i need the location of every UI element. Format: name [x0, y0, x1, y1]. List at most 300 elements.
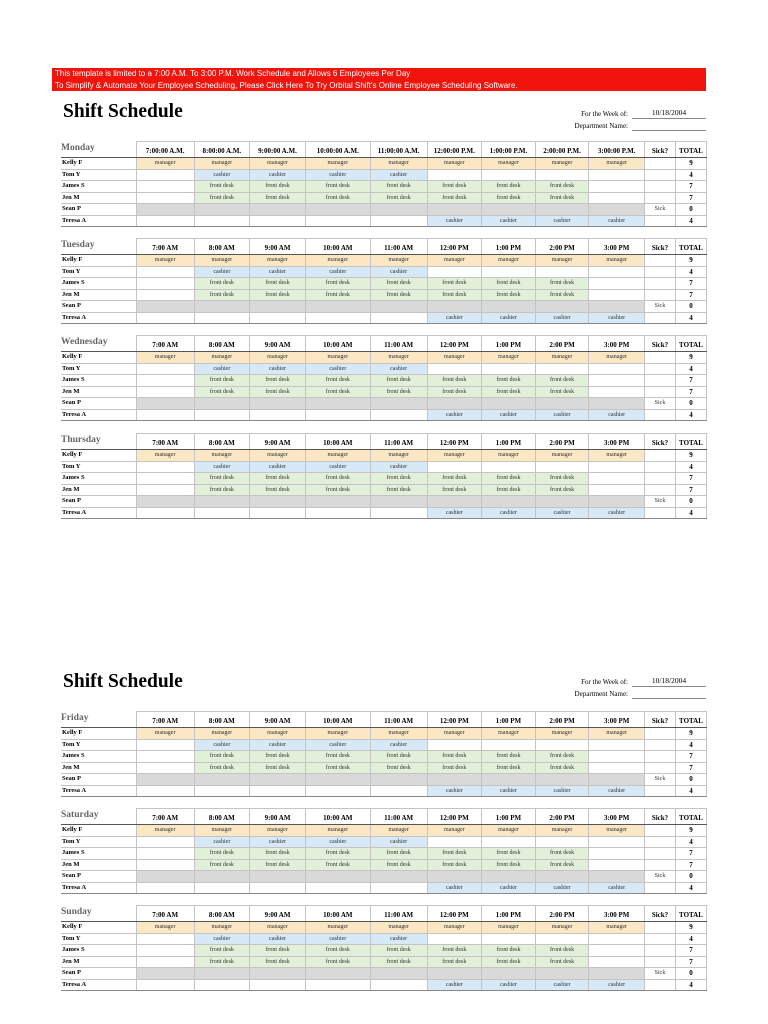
shift-cell-manager[interactable]: manager [370, 450, 427, 462]
shift-cell-manager[interactable]: manager [482, 922, 536, 934]
shift-cell-off[interactable] [250, 204, 306, 216]
shift-cell-front-desk[interactable]: front desk [482, 762, 536, 774]
shift-cell-off[interactable] [589, 496, 645, 508]
sick-cell[interactable]: Sick [645, 496, 676, 508]
shift-cell-front-desk[interactable]: front desk [305, 386, 370, 398]
shift-cell-front-desk[interactable]: front desk [482, 289, 536, 301]
shift-cell-empty[interactable] [589, 386, 645, 398]
shift-cell-front-desk[interactable]: front desk [427, 473, 482, 485]
shift-cell-cashier[interactable]: cashier [427, 507, 482, 519]
shift-cell-manager[interactable]: manager [589, 825, 645, 837]
shift-cell-empty[interactable] [535, 461, 589, 473]
shift-cell-empty[interactable] [370, 785, 427, 797]
shift-cell-empty[interactable] [370, 409, 427, 421]
shift-cell-off[interactable] [370, 871, 427, 883]
shift-cell-manager[interactable]: manager [136, 728, 194, 740]
shift-cell-manager[interactable]: manager [535, 728, 589, 740]
sick-cell[interactable]: Sick [645, 774, 676, 786]
shift-cell-off[interactable] [370, 204, 427, 216]
shift-cell-manager[interactable]: manager [136, 255, 194, 267]
shift-cell-empty[interactable] [589, 266, 645, 278]
shift-cell-empty[interactable] [136, 956, 194, 968]
shift-cell-empty[interactable] [589, 192, 645, 204]
shift-cell-empty[interactable] [482, 363, 536, 375]
shift-cell-front-desk[interactable]: front desk [305, 956, 370, 968]
shift-cell-front-desk[interactable]: front desk [482, 751, 536, 763]
shift-cell-off[interactable] [482, 774, 536, 786]
shift-cell-front-desk[interactable]: front desk [427, 181, 482, 193]
shift-cell-off[interactable] [427, 968, 482, 980]
shift-cell-empty[interactable] [535, 739, 589, 751]
shift-cell-front-desk[interactable]: front desk [194, 386, 250, 398]
shift-cell-off[interactable] [194, 774, 250, 786]
shift-cell-manager[interactable]: manager [305, 158, 370, 170]
shift-cell-front-desk[interactable]: front desk [194, 192, 250, 204]
shift-cell-cashier[interactable]: cashier [250, 169, 306, 181]
shift-cell-off[interactable] [427, 398, 482, 410]
shift-cell-front-desk[interactable]: front desk [535, 751, 589, 763]
sick-cell[interactable] [645, 762, 676, 774]
shift-cell-manager[interactable]: manager [535, 255, 589, 267]
shift-cell-front-desk[interactable]: front desk [250, 956, 306, 968]
shift-cell-empty[interactable] [136, 169, 194, 181]
shift-cell-empty[interactable] [136, 484, 194, 496]
shift-cell-front-desk[interactable]: front desk [194, 848, 250, 860]
shift-cell-manager[interactable]: manager [136, 922, 194, 934]
shift-cell-front-desk[interactable]: front desk [535, 762, 589, 774]
shift-cell-off[interactable] [305, 774, 370, 786]
shift-cell-cashier[interactable]: cashier [305, 363, 370, 375]
shift-cell-off[interactable] [250, 871, 306, 883]
shift-cell-front-desk[interactable]: front desk [370, 484, 427, 496]
sick-cell[interactable] [645, 933, 676, 945]
shift-cell-off[interactable] [589, 301, 645, 313]
shift-cell-front-desk[interactable]: front desk [535, 473, 589, 485]
shift-cell-off[interactable] [136, 301, 194, 313]
shift-cell-manager[interactable]: manager [305, 825, 370, 837]
shift-cell-front-desk[interactable]: front desk [370, 751, 427, 763]
sick-cell[interactable] [645, 289, 676, 301]
shift-cell-cashier[interactable]: cashier [250, 836, 306, 848]
shift-cell-front-desk[interactable]: front desk [370, 473, 427, 485]
shift-cell-front-desk[interactable]: front desk [535, 956, 589, 968]
shift-cell-cashier[interactable]: cashier [482, 215, 536, 227]
shift-cell-empty[interactable] [589, 762, 645, 774]
shift-cell-front-desk[interactable]: front desk [370, 192, 427, 204]
shift-cell-cashier[interactable]: cashier [370, 363, 427, 375]
shift-cell-off[interactable] [482, 968, 536, 980]
shift-cell-front-desk[interactable]: front desk [535, 859, 589, 871]
shift-cell-empty[interactable] [589, 363, 645, 375]
shift-cell-cashier[interactable]: cashier [194, 461, 250, 473]
shift-cell-off[interactable] [305, 496, 370, 508]
shift-cell-manager[interactable]: manager [194, 352, 250, 364]
shift-cell-manager[interactable]: manager [370, 352, 427, 364]
shift-cell-manager[interactable]: manager [250, 825, 306, 837]
shift-cell-empty[interactable] [427, 169, 482, 181]
department-field[interactable] [632, 119, 706, 131]
shift-cell-off[interactable] [305, 204, 370, 216]
sick-cell[interactable] [645, 255, 676, 267]
shift-cell-front-desk[interactable]: front desk [482, 192, 536, 204]
shift-cell-front-desk[interactable]: front desk [250, 386, 306, 398]
sick-cell[interactable] [645, 836, 676, 848]
shift-cell-empty[interactable] [427, 266, 482, 278]
shift-cell-manager[interactable]: manager [250, 450, 306, 462]
sick-cell[interactable] [645, 848, 676, 860]
shift-cell-off[interactable] [535, 968, 589, 980]
shift-cell-front-desk[interactable]: front desk [194, 473, 250, 485]
shift-cell-empty[interactable] [136, 192, 194, 204]
shift-cell-manager[interactable]: manager [136, 825, 194, 837]
shift-cell-manager[interactable]: manager [250, 255, 306, 267]
sick-cell[interactable] [645, 450, 676, 462]
shift-cell-empty[interactable] [589, 169, 645, 181]
shift-cell-off[interactable] [136, 398, 194, 410]
sick-cell[interactable] [645, 751, 676, 763]
shift-cell-manager[interactable]: manager [482, 255, 536, 267]
shift-cell-front-desk[interactable]: front desk [370, 956, 427, 968]
shift-cell-empty[interactable] [370, 979, 427, 991]
shift-cell-manager[interactable]: manager [589, 450, 645, 462]
shift-cell-cashier[interactable]: cashier [427, 979, 482, 991]
shift-cell-front-desk[interactable]: front desk [482, 859, 536, 871]
sick-cell[interactable] [645, 979, 676, 991]
shift-cell-manager[interactable]: manager [305, 450, 370, 462]
shift-cell-front-desk[interactable]: front desk [535, 181, 589, 193]
shift-cell-manager[interactable]: manager [535, 450, 589, 462]
shift-cell-manager[interactable]: manager [482, 728, 536, 740]
shift-cell-empty[interactable] [427, 836, 482, 848]
shift-cell-off[interactable] [589, 204, 645, 216]
shift-cell-empty[interactable] [136, 473, 194, 485]
shift-cell-front-desk[interactable]: front desk [482, 181, 536, 193]
shift-cell-empty[interactable] [589, 181, 645, 193]
shift-cell-empty[interactable] [136, 461, 194, 473]
shift-cell-off[interactable] [370, 496, 427, 508]
sick-cell[interactable] [645, 312, 676, 324]
shift-cell-manager[interactable]: manager [482, 352, 536, 364]
shift-cell-front-desk[interactable]: front desk [194, 859, 250, 871]
shift-cell-off[interactable] [535, 398, 589, 410]
shift-cell-manager[interactable]: manager [194, 825, 250, 837]
shift-cell-off[interactable] [370, 774, 427, 786]
sick-cell[interactable] [645, 266, 676, 278]
sick-cell[interactable] [645, 215, 676, 227]
shift-cell-off[interactable] [136, 871, 194, 883]
shift-cell-empty[interactable] [305, 979, 370, 991]
shift-cell-cashier[interactable]: cashier [482, 507, 536, 519]
shift-cell-empty[interactable] [370, 215, 427, 227]
shift-cell-off[interactable] [370, 398, 427, 410]
shift-cell-cashier[interactable]: cashier [305, 266, 370, 278]
shift-cell-front-desk[interactable]: front desk [194, 181, 250, 193]
sick-cell[interactable] [645, 825, 676, 837]
shift-cell-front-desk[interactable]: front desk [535, 375, 589, 387]
shift-cell-manager[interactable]: manager [482, 825, 536, 837]
shift-cell-front-desk[interactable]: front desk [482, 278, 536, 290]
shift-cell-empty[interactable] [305, 785, 370, 797]
shift-cell-front-desk[interactable]: front desk [250, 192, 306, 204]
promo-banner[interactable] [52, 68, 706, 91]
shift-cell-front-desk[interactable]: front desk [194, 751, 250, 763]
shift-cell-cashier[interactable]: cashier [427, 215, 482, 227]
shift-cell-manager[interactable]: manager [535, 825, 589, 837]
shift-cell-off[interactable] [194, 968, 250, 980]
shift-cell-front-desk[interactable]: front desk [250, 945, 306, 957]
sick-cell[interactable] [645, 728, 676, 740]
shift-cell-empty[interactable] [589, 278, 645, 290]
shift-cell-front-desk[interactable]: front desk [305, 181, 370, 193]
shift-cell-empty[interactable] [535, 363, 589, 375]
shift-cell-front-desk[interactable]: front desk [305, 473, 370, 485]
shift-cell-empty[interactable] [482, 739, 536, 751]
shift-cell-off[interactable] [589, 398, 645, 410]
sick-cell[interactable] [645, 739, 676, 751]
shift-cell-off[interactable] [589, 968, 645, 980]
shift-cell-empty[interactable] [194, 979, 250, 991]
shift-cell-front-desk[interactable]: front desk [427, 751, 482, 763]
shift-cell-front-desk[interactable]: front desk [427, 192, 482, 204]
shift-cell-front-desk[interactable]: front desk [194, 278, 250, 290]
sick-cell[interactable] [645, 859, 676, 871]
shift-cell-front-desk[interactable]: front desk [250, 473, 306, 485]
sick-cell[interactable] [645, 409, 676, 421]
sick-cell[interactable] [645, 882, 676, 894]
shift-cell-cashier[interactable]: cashier [427, 882, 482, 894]
shift-cell-manager[interactable]: manager [136, 352, 194, 364]
shift-cell-front-desk[interactable]: front desk [194, 289, 250, 301]
shift-cell-manager[interactable]: manager [370, 825, 427, 837]
shift-cell-front-desk[interactable]: front desk [535, 289, 589, 301]
shift-cell-empty[interactable] [427, 461, 482, 473]
shift-cell-empty[interactable] [482, 266, 536, 278]
shift-cell-front-desk[interactable]: front desk [482, 484, 536, 496]
shift-cell-cashier[interactable]: cashier [305, 169, 370, 181]
shift-cell-off[interactable] [535, 301, 589, 313]
shift-cell-off[interactable] [535, 774, 589, 786]
shift-cell-empty[interactable] [250, 312, 306, 324]
shift-cell-front-desk[interactable]: front desk [535, 484, 589, 496]
shift-cell-off[interactable] [427, 774, 482, 786]
shift-cell-cashier[interactable]: cashier [589, 312, 645, 324]
shift-cell-front-desk[interactable]: front desk [370, 848, 427, 860]
shift-cell-manager[interactable]: manager [194, 158, 250, 170]
shift-cell-empty[interactable] [136, 386, 194, 398]
shift-cell-front-desk[interactable]: front desk [305, 278, 370, 290]
shift-cell-empty[interactable] [136, 945, 194, 957]
shift-cell-cashier[interactable]: cashier [370, 933, 427, 945]
shift-cell-manager[interactable]: manager [305, 352, 370, 364]
shift-cell-cashier[interactable]: cashier [194, 266, 250, 278]
shift-cell-front-desk[interactable]: front desk [305, 762, 370, 774]
shift-cell-empty[interactable] [136, 882, 194, 894]
shift-cell-empty[interactable] [427, 933, 482, 945]
sick-cell[interactable] [645, 473, 676, 485]
shift-cell-cashier[interactable]: cashier [589, 882, 645, 894]
shift-cell-off[interactable] [250, 774, 306, 786]
sick-cell[interactable] [645, 484, 676, 496]
shift-cell-empty[interactable] [535, 836, 589, 848]
shift-cell-front-desk[interactable]: front desk [250, 751, 306, 763]
shift-cell-front-desk[interactable]: front desk [305, 848, 370, 860]
shift-cell-cashier[interactable]: cashier [535, 215, 589, 227]
shift-cell-front-desk[interactable]: front desk [305, 859, 370, 871]
shift-cell-manager[interactable]: manager [427, 352, 482, 364]
shift-cell-off[interactable] [482, 398, 536, 410]
shift-cell-off[interactable] [535, 204, 589, 216]
shift-cell-front-desk[interactable]: front desk [427, 375, 482, 387]
shift-cell-cashier[interactable]: cashier [194, 363, 250, 375]
shift-cell-off[interactable] [250, 398, 306, 410]
shift-cell-cashier[interactable]: cashier [589, 785, 645, 797]
shift-cell-front-desk[interactable]: front desk [370, 945, 427, 957]
shift-cell-empty[interactable] [136, 266, 194, 278]
shift-cell-front-desk[interactable]: front desk [427, 848, 482, 860]
shift-cell-front-desk[interactable]: front desk [305, 751, 370, 763]
shift-cell-front-desk[interactable]: front desk [482, 386, 536, 398]
shift-cell-front-desk[interactable]: front desk [250, 859, 306, 871]
shift-cell-empty[interactable] [136, 289, 194, 301]
sick-cell[interactable] [645, 363, 676, 375]
sick-cell[interactable] [645, 956, 676, 968]
shift-cell-off[interactable] [535, 871, 589, 883]
shift-cell-cashier[interactable]: cashier [535, 785, 589, 797]
shift-cell-empty[interactable] [535, 169, 589, 181]
shift-cell-cashier[interactable]: cashier [427, 785, 482, 797]
shift-cell-manager[interactable]: manager [589, 728, 645, 740]
shift-cell-cashier[interactable]: cashier [427, 312, 482, 324]
shift-cell-front-desk[interactable]: front desk [194, 945, 250, 957]
shift-cell-cashier[interactable]: cashier [589, 215, 645, 227]
shift-cell-cashier[interactable]: cashier [305, 933, 370, 945]
sick-cell[interactable]: Sick [645, 398, 676, 410]
shift-cell-manager[interactable]: manager [305, 255, 370, 267]
shift-cell-cashier[interactable]: cashier [589, 979, 645, 991]
shift-cell-off[interactable] [305, 398, 370, 410]
shift-cell-empty[interactable] [305, 312, 370, 324]
shift-cell-manager[interactable]: manager [427, 728, 482, 740]
shift-cell-front-desk[interactable]: front desk [250, 484, 306, 496]
shift-cell-empty[interactable] [427, 363, 482, 375]
sick-cell[interactable]: Sick [645, 871, 676, 883]
shift-cell-off[interactable] [194, 871, 250, 883]
shift-cell-front-desk[interactable]: front desk [427, 956, 482, 968]
shift-cell-front-desk[interactable]: front desk [250, 848, 306, 860]
shift-cell-cashier[interactable]: cashier [250, 363, 306, 375]
sick-cell[interactable] [645, 945, 676, 957]
shift-cell-empty[interactable] [589, 484, 645, 496]
shift-cell-cashier[interactable]: cashier [194, 169, 250, 181]
shift-cell-front-desk[interactable]: front desk [370, 762, 427, 774]
sick-cell[interactable]: Sick [645, 968, 676, 980]
shift-cell-cashier[interactable]: cashier [482, 979, 536, 991]
shift-cell-manager[interactable]: manager [250, 922, 306, 934]
shift-cell-empty[interactable] [535, 266, 589, 278]
banner-line-2[interactable]: To Simplify & Automate Your Employee Scheduling, Please Click Here To Try Orbital Shift's Online Employee Scheduling Software. [55, 80, 518, 90]
shift-cell-cashier[interactable]: cashier [535, 312, 589, 324]
shift-cell-front-desk[interactable]: front desk [250, 181, 306, 193]
shift-cell-empty[interactable] [136, 181, 194, 193]
shift-cell-empty[interactable] [589, 848, 645, 860]
shift-cell-empty[interactable] [136, 979, 194, 991]
shift-cell-empty[interactable] [370, 312, 427, 324]
shift-cell-manager[interactable]: manager [194, 255, 250, 267]
shift-cell-empty[interactable] [589, 461, 645, 473]
shift-cell-front-desk[interactable]: front desk [305, 945, 370, 957]
shift-cell-cashier[interactable]: cashier [194, 836, 250, 848]
shift-cell-front-desk[interactable]: front desk [482, 956, 536, 968]
shift-cell-empty[interactable] [250, 409, 306, 421]
shift-cell-empty[interactable] [194, 785, 250, 797]
sick-cell[interactable] [645, 375, 676, 387]
shift-cell-manager[interactable]: manager [370, 255, 427, 267]
shift-cell-front-desk[interactable]: front desk [305, 375, 370, 387]
shift-cell-cashier[interactable]: cashier [194, 933, 250, 945]
shift-cell-off[interactable] [482, 204, 536, 216]
shift-cell-front-desk[interactable]: front desk [305, 192, 370, 204]
shift-cell-front-desk[interactable]: front desk [427, 386, 482, 398]
shift-cell-manager[interactable]: manager [305, 728, 370, 740]
shift-cell-cashier[interactable]: cashier [482, 409, 536, 421]
shift-cell-front-desk[interactable]: front desk [194, 375, 250, 387]
sick-cell[interactable] [645, 278, 676, 290]
shift-cell-front-desk[interactable]: front desk [427, 289, 482, 301]
shift-cell-manager[interactable]: manager [535, 352, 589, 364]
shift-cell-off[interactable] [535, 496, 589, 508]
shift-cell-empty[interactable] [250, 507, 306, 519]
shift-cell-off[interactable] [194, 301, 250, 313]
shift-cell-front-desk[interactable]: front desk [370, 375, 427, 387]
shift-cell-front-desk[interactable]: front desk [370, 859, 427, 871]
shift-cell-off[interactable] [250, 968, 306, 980]
shift-cell-cashier[interactable]: cashier [305, 739, 370, 751]
shift-cell-cashier[interactable]: cashier [370, 461, 427, 473]
shift-cell-empty[interactable] [482, 461, 536, 473]
shift-cell-cashier[interactable]: cashier [482, 882, 536, 894]
shift-cell-empty[interactable] [305, 882, 370, 894]
shift-cell-front-desk[interactable]: front desk [305, 484, 370, 496]
shift-cell-manager[interactable]: manager [250, 158, 306, 170]
shift-cell-manager[interactable]: manager [589, 352, 645, 364]
department-field[interactable] [632, 687, 706, 699]
shift-cell-cashier[interactable]: cashier [589, 409, 645, 421]
shift-cell-off[interactable] [194, 496, 250, 508]
sick-cell[interactable]: Sick [645, 301, 676, 313]
shift-cell-front-desk[interactable]: front desk [482, 375, 536, 387]
shift-cell-front-desk[interactable]: front desk [535, 278, 589, 290]
shift-cell-manager[interactable]: manager [370, 728, 427, 740]
shift-cell-off[interactable] [250, 301, 306, 313]
shift-cell-manager[interactable]: manager [427, 255, 482, 267]
sick-cell[interactable] [645, 169, 676, 181]
shift-cell-off[interactable] [194, 398, 250, 410]
shift-cell-off[interactable] [589, 774, 645, 786]
shift-cell-empty[interactable] [136, 859, 194, 871]
sick-cell[interactable]: Sick [645, 204, 676, 216]
shift-cell-empty[interactable] [589, 289, 645, 301]
shift-cell-empty[interactable] [136, 933, 194, 945]
shift-cell-front-desk[interactable]: front desk [250, 375, 306, 387]
shift-cell-cashier[interactable]: cashier [370, 266, 427, 278]
shift-cell-off[interactable] [136, 204, 194, 216]
shift-cell-cashier[interactable]: cashier [427, 409, 482, 421]
sick-cell[interactable] [645, 352, 676, 364]
sick-cell[interactable] [645, 922, 676, 934]
shift-cell-manager[interactable]: manager [305, 922, 370, 934]
shift-cell-empty[interactable] [370, 882, 427, 894]
shift-cell-off[interactable] [427, 301, 482, 313]
